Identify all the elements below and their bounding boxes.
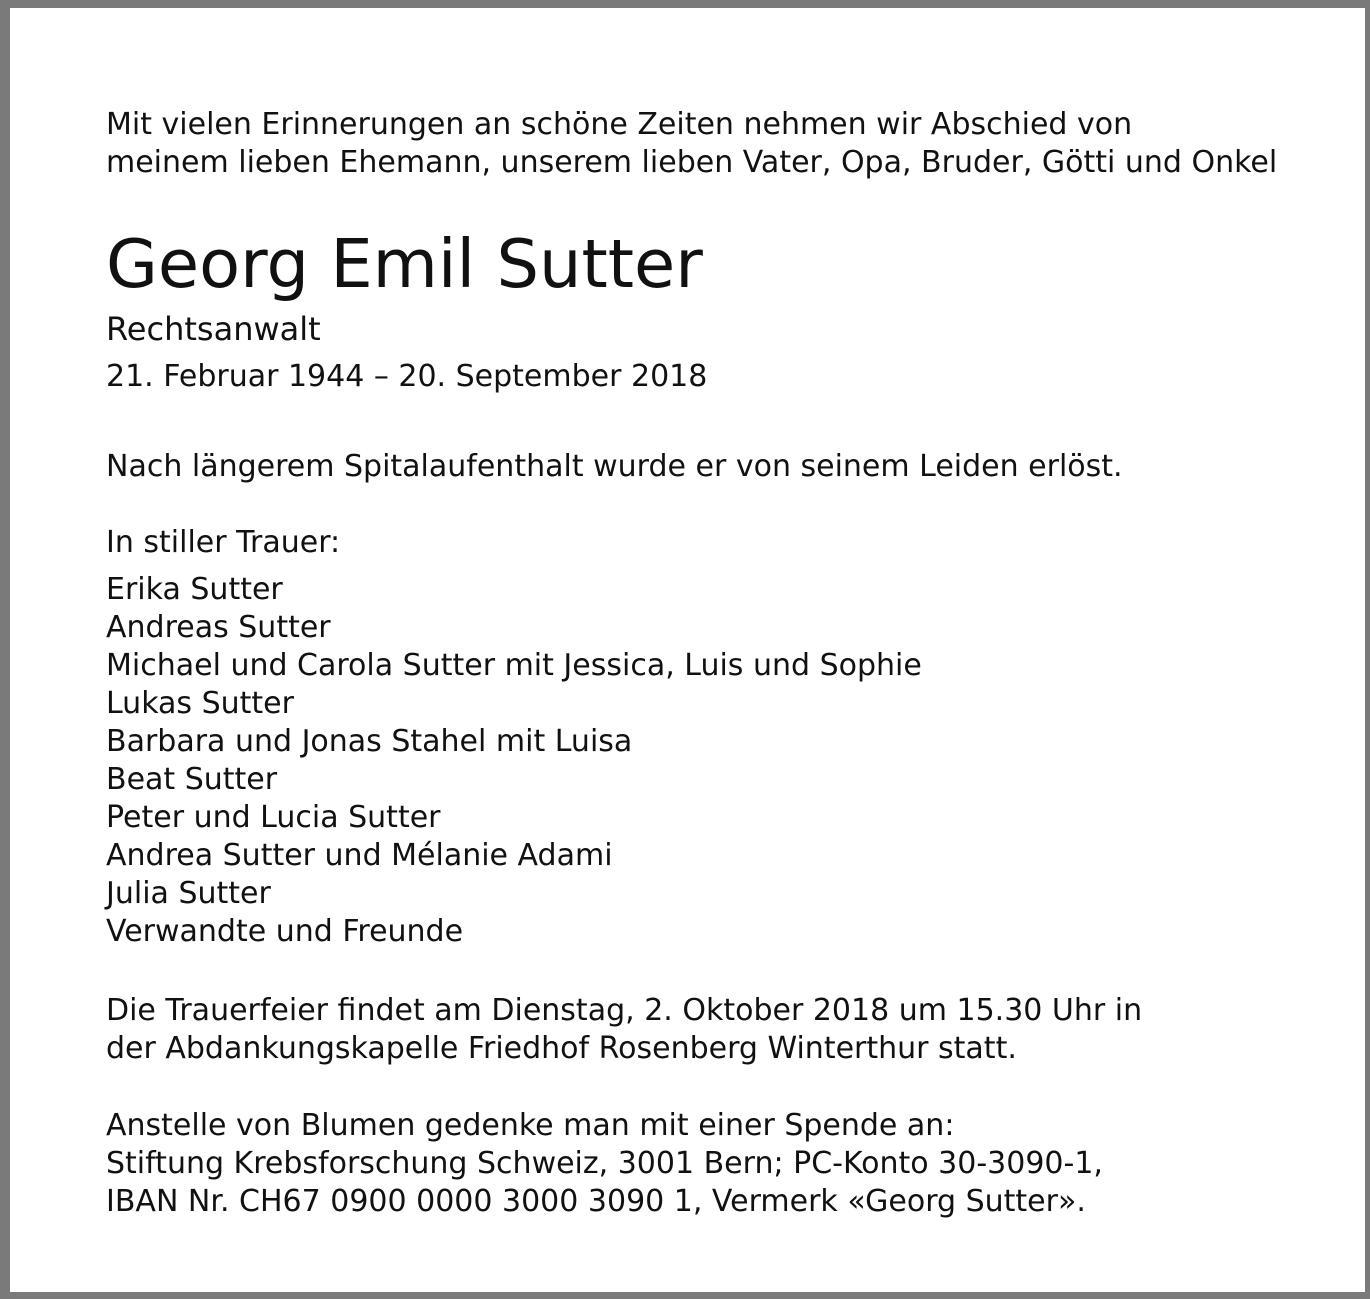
donation-line: Stiftung Krebsforschung Schweiz, 3001 Bern; PC-Konto 30-3090-1,	[106, 1146, 1103, 1181]
ceremony-line: Die Trauerfeier findet am Dienstag, 2. Oktober 2018 um 15.30 Uhr in	[106, 993, 1143, 1028]
donation-line: Anstelle von Blumen gedenke man mit einer Spende an:	[106, 1108, 955, 1143]
mourner-name: Peter und Lucia Sutter	[106, 800, 441, 835]
mourner-name: Andreas Sutter	[106, 610, 331, 645]
ceremony-info	[106, 992, 1142, 1068]
mourner-name: Beat Sutter	[106, 762, 278, 797]
mourner-name: Michael und Carola Sutter mit Jessica, Luis und Sophie	[106, 648, 922, 683]
mourner-name: Andrea Sutter und Mélanie Adami	[106, 838, 613, 873]
mourner-name: Verwandte und Freunde	[106, 914, 464, 949]
ceremony-line: der Abdankungskapelle Friedhof Rosenberg Winterthur statt.	[106, 1031, 1017, 1066]
donation-info	[106, 1107, 1103, 1221]
mourner-name: Erika Sutter	[106, 572, 283, 607]
life-dates: 21. Februar 1944 – 20. September 2018	[106, 359, 708, 394]
mourner-name: Julia Sutter	[106, 876, 271, 911]
mourner-name: Barbara und Jonas Stahel mit Luisa	[106, 724, 633, 759]
intro-line: Mit vielen Erinnerungen an schöne Zeiten nehmen wir Abschied von	[106, 107, 1133, 142]
mourners-list	[106, 571, 922, 951]
deceased-profession: Rechtsanwalt	[106, 310, 321, 348]
intro-text	[106, 106, 1277, 182]
intro-line: meinem lieben Ehemann, unserem lieben Vater, Opa, Bruder, Götti und Onkel	[106, 145, 1278, 180]
deceased-name: Georg Emil Sutter	[106, 225, 703, 303]
mourners-label: In stiller Trauer:	[106, 525, 341, 560]
donation-line: IBAN Nr. CH67 0900 0000 3000 3090 1, Vermerk «Georg Sutter».	[106, 1184, 1086, 1219]
death-notice: Nach längerem Spitalaufenthalt wurde er von seinem Leiden erlöst.	[106, 449, 1123, 484]
mourner-name: Lukas Sutter	[106, 686, 294, 721]
